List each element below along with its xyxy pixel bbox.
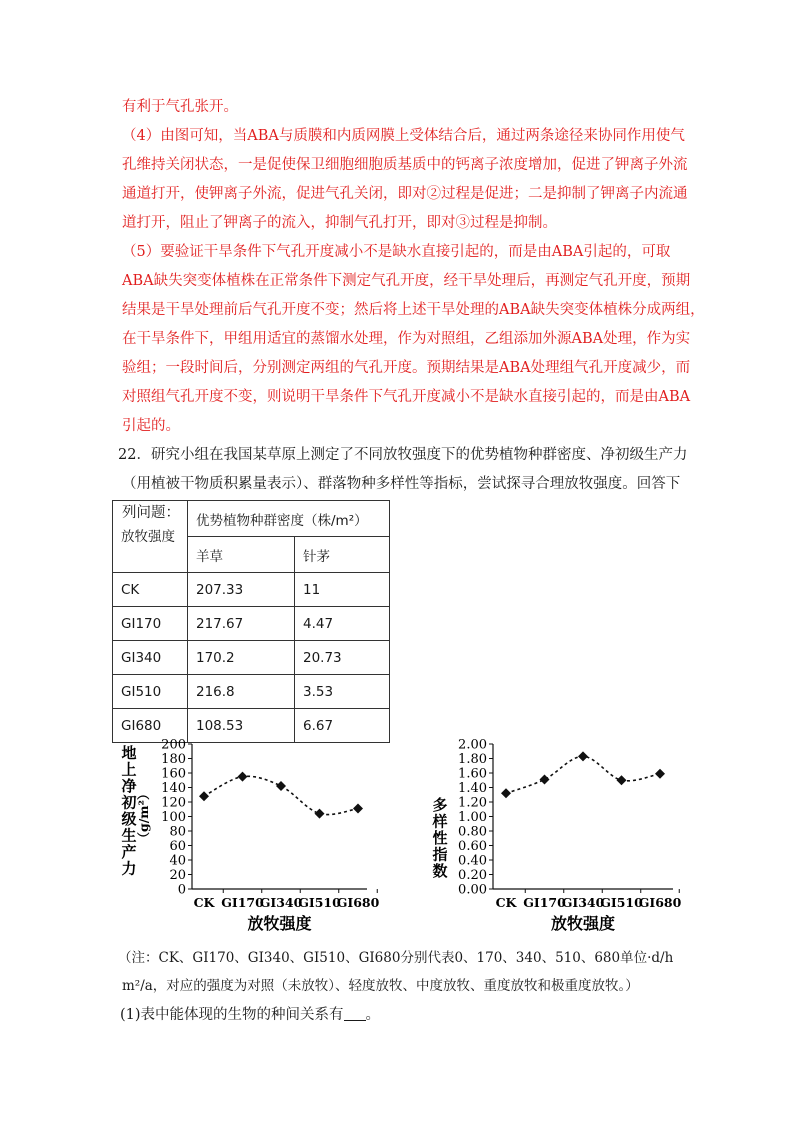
data-point (276, 781, 286, 791)
answer-blank[interactable] (344, 1006, 366, 1021)
y-axis-label-char: 生 (121, 826, 137, 845)
y-tick-label: 1.40 (458, 781, 487, 796)
x-tick-label: CK (495, 895, 517, 910)
data-point (315, 809, 325, 819)
data-point (238, 772, 248, 782)
question-line: 列问题： (122, 505, 180, 521)
table-cell: GI170 (113, 607, 188, 641)
note-line: （注：CK、GI170、GI340、GI510、GI680分别代表0、170、340、510、680单位·d/h (118, 950, 674, 966)
y-axis-label-char: 多 (432, 796, 448, 814)
table-row (113, 607, 390, 641)
y-axis-label-char: 初 (121, 793, 137, 812)
table-row (113, 675, 390, 709)
y-tick-label: 160 (161, 766, 186, 782)
table-cell: 217.67 (188, 607, 295, 641)
y-tick-label: 20 (169, 868, 186, 883)
data-point (501, 788, 511, 798)
x-tick-label: GI680 (336, 895, 380, 910)
data-point (353, 804, 363, 814)
y-axis-label-char: 样 (432, 812, 448, 831)
data-point (617, 775, 627, 785)
answer-p4-line: （4）由图可知，当ABA与质膜和内质网膜上受体结合后，通过两条途径来协同作用使气 (122, 128, 685, 144)
header-density: 优势植物种群密度（株/m²） (188, 501, 390, 537)
y-tick-label: 200 (161, 737, 186, 753)
y-tick-label: 100 (161, 810, 186, 825)
x-tick-label: GI340 (259, 895, 303, 910)
y-tick-label: 0.20 (458, 868, 487, 883)
y-axis-label-char: 性 (432, 829, 448, 847)
y-tick-label: 2.00 (458, 737, 487, 753)
table-cell: GI680 (113, 709, 188, 743)
table-cell: 216.8 (188, 675, 295, 709)
answer-line: 有利于气孔张开。 (122, 99, 238, 115)
table-row (113, 641, 390, 675)
table-cell: 170.2 (188, 641, 295, 675)
answer-p4-line: 道打开，阻止了钾离子的流入，抑制气孔打开，即对③过程是抑制。 (122, 215, 557, 231)
y-tick-label: 0.80 (458, 824, 487, 840)
y-tick-label: 1.60 (458, 766, 487, 782)
answer-p5-line: 验组；一段时间后，分别测定两组的气孔开度。预期结果是ABA处理组气孔开度减少，而 (122, 360, 691, 376)
x-tick-label: GI170 (523, 895, 566, 910)
y-tick-label: 40 (169, 853, 186, 869)
y-tick-label: 1.00 (458, 810, 487, 825)
x-tick-label: GI170 (221, 895, 264, 910)
series-line (506, 756, 660, 793)
x-axis-label: 放牧强度 (247, 914, 312, 933)
y-axis-label-char: 力 (121, 859, 137, 878)
y-axis-label-char: 数 (432, 862, 448, 880)
y-tick-label: 180 (161, 752, 186, 767)
y-axis-label-char: 产 (121, 843, 137, 861)
answer-p5-line: 在干旱条件下，甲组用适宜的蒸馏水处理，作为对照组，乙组添加外源ABA处理，作为实 (122, 331, 691, 347)
x-tick-label: GI510 (298, 895, 341, 910)
sub-question (120, 1005, 380, 1025)
table-cell: 6.67 (295, 709, 390, 743)
y-tick-label: 60 (169, 839, 186, 854)
table-cell: 20.73 (295, 641, 390, 675)
y-axis-label-char: 指 (432, 845, 448, 864)
answer-p5-line: 对照组气孔开度不变，则说明干旱条件下气孔开度减小不是缺水直接引起的，而是由ABA (122, 389, 691, 405)
y-tick-label: 1.80 (458, 752, 487, 767)
data-point (578, 751, 588, 761)
y-tick-label: 80 (169, 824, 186, 840)
y-axis-label-char: 级 (121, 810, 137, 828)
y-tick-label: 120 (161, 795, 186, 811)
table-cell: 11 (295, 573, 390, 607)
table-cell: GI510 (113, 675, 188, 709)
table-cell: GI340 (113, 641, 188, 675)
y-axis-label-char: 上 (121, 760, 137, 779)
sub-question-text: (1)表中能体现的生物的种间关系有 (120, 1007, 344, 1023)
answer-p5-line: 引起的。 (122, 418, 180, 434)
answer-p5-line: ABA缺失突变体植株在正常条件下测定气孔开度，经干旱处理后，再测定气孔开度，预期 (122, 273, 691, 289)
table-cell: 108.53 (188, 709, 295, 743)
y-tick-label: 0.40 (458, 853, 487, 869)
question-line: 22．研究小组在我国某草原上测定了不同放牧强度下的优势植物种群密度、净初级生产力 (118, 447, 688, 463)
table-cell: 4.47 (295, 607, 390, 641)
answer-p4-line: 通道打开，使钾离子外流，促进气孔关闭，即对②过程是促进；二是抑制了钾离子内流通 (122, 186, 688, 202)
y-tick-label: 1.20 (458, 795, 487, 811)
x-tick-label: CK (193, 895, 215, 910)
answer-p4-line: 孔维持关闭状态，一是促使保卫细胞细胞质基质中的钙离子浓度增加，促进了钾离子外流 (122, 157, 688, 173)
x-tick-label: GI680 (638, 895, 682, 910)
answer-p5-line: （5）要验证干旱条件下气孔开度减小不是缺水直接引起的，而是由ABA引起的，可取 (122, 244, 671, 260)
table-cell: CK (113, 573, 188, 607)
x-tick-label: GI510 (600, 895, 643, 910)
table-cell: 207.33 (188, 573, 295, 607)
answer-p5-line: 结果是干旱处理前后气孔开度不变；然后将上述干旱处理的ABA缺失突变体植株分成两组， (122, 302, 705, 318)
y-axis-unit: （g/m²） (136, 787, 151, 845)
x-tick-label: GI340 (561, 895, 605, 910)
sub-question-end: 。 (365, 1007, 381, 1023)
question-line: （用植被干物质积累量表示）、群落物种多样性等指标，尝试探寻合理放牧强度。回答下 (122, 476, 681, 492)
y-axis-label-char: 净 (121, 777, 137, 795)
diversity-chart (418, 728, 688, 938)
table-cell: 3.53 (295, 675, 390, 709)
header-grazing-intensity: 放牧强度 (113, 501, 188, 573)
y-tick-label: 0.00 (458, 882, 487, 898)
productivity-chart (112, 728, 392, 938)
y-axis-label-char: 地 (121, 744, 137, 762)
table-row (113, 573, 390, 607)
density-table (112, 500, 390, 743)
y-tick-label: 0 (177, 882, 186, 898)
data-point (199, 791, 209, 801)
y-tick-label: 0.60 (458, 839, 487, 854)
data-point (540, 775, 550, 785)
x-axis-label: 放牧强度 (550, 914, 616, 933)
data-point (655, 769, 665, 779)
header-species-2: 针茅 (295, 537, 390, 573)
note-line: m²/a，对应的强度为对照（未放牧）、轻度放牧、中度放牧、重度放牧和极重度放牧。） (122, 978, 639, 994)
y-tick-label: 140 (161, 781, 186, 796)
header-species-1: 羊草 (188, 537, 295, 573)
